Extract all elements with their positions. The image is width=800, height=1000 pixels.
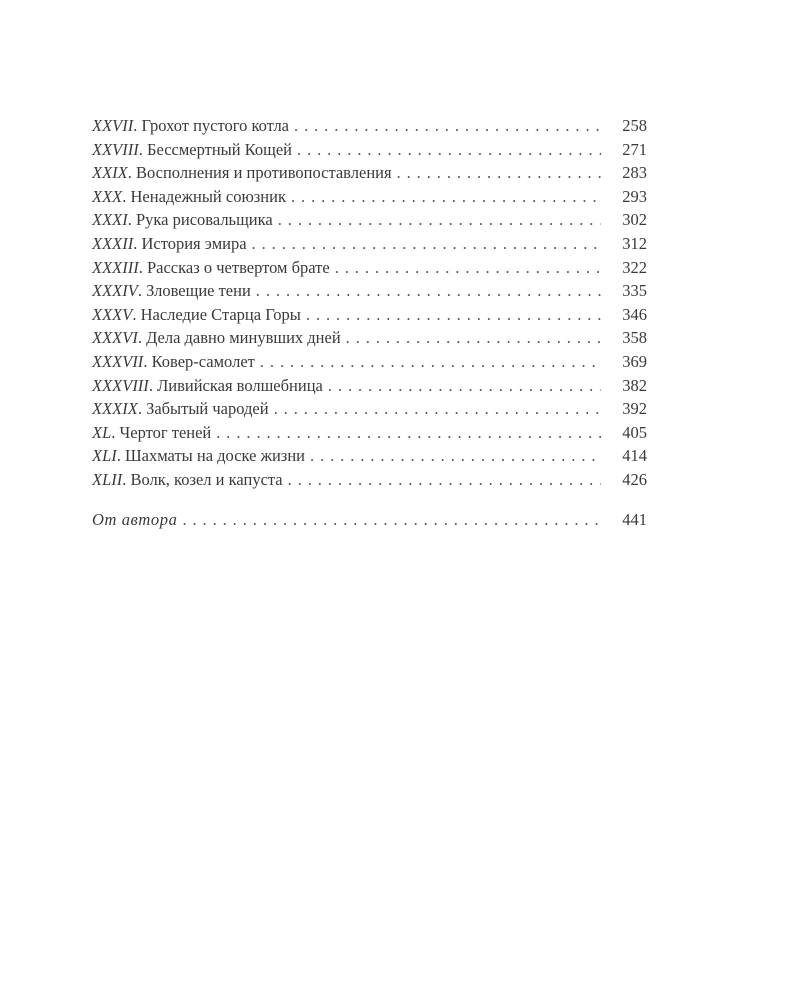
- page-number: 312: [622, 233, 647, 253]
- chapter-title: Ненадежный союзник: [130, 186, 286, 206]
- chapter-numeral: XXIX: [92, 163, 128, 183]
- table-of-contents: [92, 114, 647, 531]
- page-number: 271: [622, 139, 647, 159]
- toc-entry: [92, 114, 647, 138]
- chapter-title: Рука рисовальщика: [135, 210, 273, 230]
- chapter-title: Волк, козел и капуста: [130, 469, 283, 489]
- numeral-separator: .: [132, 304, 141, 324]
- toc-entry-title: [92, 138, 292, 162]
- chapter-numeral: XXXIV: [92, 281, 138, 301]
- chapter-title: Шахматы на доске жизни: [125, 446, 305, 466]
- page-number: 414: [622, 446, 647, 466]
- chapter-numeral: XXXIII: [92, 257, 139, 277]
- dot-leader: [297, 138, 601, 162]
- toc-entry: [92, 397, 647, 421]
- page-number: 405: [622, 422, 647, 442]
- page-number: 426: [622, 469, 647, 489]
- page-number: 392: [622, 399, 647, 419]
- chapter-numeral: XXXV: [92, 304, 133, 324]
- page-number: 302: [622, 210, 647, 230]
- toc-entry-title: [92, 161, 392, 185]
- chapter-numeral: XXXVIII: [92, 375, 149, 395]
- toc-entry: [92, 421, 647, 445]
- chapter-title: История эмира: [141, 233, 247, 253]
- chapter-numeral: XLII: [92, 469, 123, 489]
- chapter-title: Забытый чародей: [146, 399, 269, 419]
- numeral-separator: .: [133, 233, 142, 253]
- toc-entry: [92, 468, 647, 492]
- chapter-title: Восполнения и противопоставления: [135, 163, 392, 183]
- afterword-page-number: 441: [622, 509, 647, 529]
- toc-entry-title: [92, 421, 211, 445]
- toc-entry: [92, 232, 647, 256]
- chapter-numeral: XL: [92, 422, 112, 442]
- page-number: 335: [622, 281, 647, 301]
- toc-entry: [92, 208, 647, 232]
- numeral-separator: .: [116, 446, 125, 466]
- dot-leader: [252, 232, 601, 256]
- toc-entry: [92, 161, 647, 185]
- afterword-title: От автора: [92, 509, 178, 529]
- toc-entry: [92, 444, 647, 468]
- numeral-separator: .: [122, 469, 131, 489]
- dot-leader: [291, 185, 601, 209]
- dot-leader: [216, 421, 601, 445]
- toc-entry-title: [92, 326, 341, 350]
- chapter-numeral: XLI: [92, 446, 117, 466]
- toc-entry-title: [92, 256, 330, 280]
- toc-entry-title: [92, 397, 269, 421]
- toc-entry: [92, 374, 647, 398]
- chapter-numeral: XXX: [92, 186, 123, 206]
- toc-entry-title: [92, 444, 305, 468]
- numeral-separator: .: [127, 163, 136, 183]
- numeral-separator: .: [137, 328, 147, 348]
- page-number: 346: [622, 304, 647, 324]
- chapter-title: Дела давно минувших дней: [146, 328, 341, 348]
- page-number: 283: [622, 163, 647, 183]
- numeral-separator: .: [133, 116, 142, 135]
- toc-entry-title: [92, 114, 289, 138]
- toc-entry-title: [92, 374, 323, 398]
- dot-leader: [278, 208, 601, 232]
- chapter-title: Наследие Старца Горы: [140, 304, 301, 324]
- numeral-separator: .: [122, 186, 131, 206]
- chapter-title: Ливийская волшебница: [157, 375, 323, 395]
- toc-entry: [92, 138, 647, 162]
- chapter-title: Зловещие тени: [146, 281, 251, 301]
- dot-leader: [256, 279, 601, 303]
- chapter-numeral: XXXII: [92, 233, 134, 253]
- toc-entry-title: [92, 232, 247, 256]
- chapter-numeral: XXXVI: [92, 328, 138, 348]
- numeral-separator: .: [138, 257, 147, 277]
- numeral-separator: .: [111, 422, 120, 442]
- page-number: 358: [622, 328, 647, 348]
- page-number: 382: [622, 375, 647, 395]
- chapter-numeral: XXVIII: [92, 139, 139, 159]
- dot-leader: [294, 114, 601, 138]
- numeral-separator: .: [137, 281, 147, 301]
- dot-leader: [306, 303, 601, 327]
- toc-entry-title: [92, 279, 251, 303]
- dot-leader: [260, 350, 601, 374]
- toc-entry: [92, 350, 647, 374]
- toc-entry: [92, 256, 647, 280]
- chapter-numeral: XXVII: [92, 116, 134, 135]
- numeral-separator: .: [148, 375, 158, 395]
- toc-entry-title: [92, 303, 301, 327]
- toc-entry-title: [92, 468, 283, 492]
- page-number: 322: [622, 257, 647, 277]
- chapter-numeral: XXXI: [92, 210, 128, 230]
- dot-leader: [310, 444, 601, 468]
- dot-leader: [335, 256, 601, 280]
- toc-entry-title: [92, 208, 273, 232]
- toc-entry-afterword: [92, 508, 647, 532]
- dot-leader: [397, 161, 601, 185]
- dot-leader: [346, 326, 601, 350]
- toc-entry: [92, 326, 647, 350]
- chapter-title: Ковер-самолет: [151, 351, 255, 371]
- toc-entries-list: [92, 114, 647, 492]
- chapter-numeral: XXXVII: [92, 351, 144, 371]
- numeral-separator: .: [138, 139, 147, 159]
- numeral-separator: .: [143, 351, 152, 371]
- chapter-title: Рассказ о четвертом брате: [146, 257, 330, 277]
- toc-entry: [92, 185, 647, 209]
- toc-entry-title: [92, 350, 255, 374]
- page-number: 293: [622, 186, 647, 206]
- toc-entry-title: [92, 185, 286, 209]
- page-number: 369: [622, 351, 647, 371]
- numeral-separator: .: [137, 399, 147, 419]
- dot-leader: [182, 508, 601, 532]
- toc-entry: [92, 279, 647, 303]
- chapter-title: Чертог теней: [119, 422, 212, 442]
- chapter-title: Бессмертный Кощей: [146, 139, 293, 159]
- numeral-separator: .: [127, 210, 136, 230]
- dot-leader: [274, 397, 601, 421]
- dot-leader: [328, 374, 601, 398]
- page-number: 258: [622, 116, 647, 135]
- chapter-numeral: XXXIX: [92, 399, 138, 419]
- dot-leader: [288, 468, 601, 492]
- chapter-title: Грохот пустого котла: [141, 116, 290, 135]
- toc-entry: [92, 303, 647, 327]
